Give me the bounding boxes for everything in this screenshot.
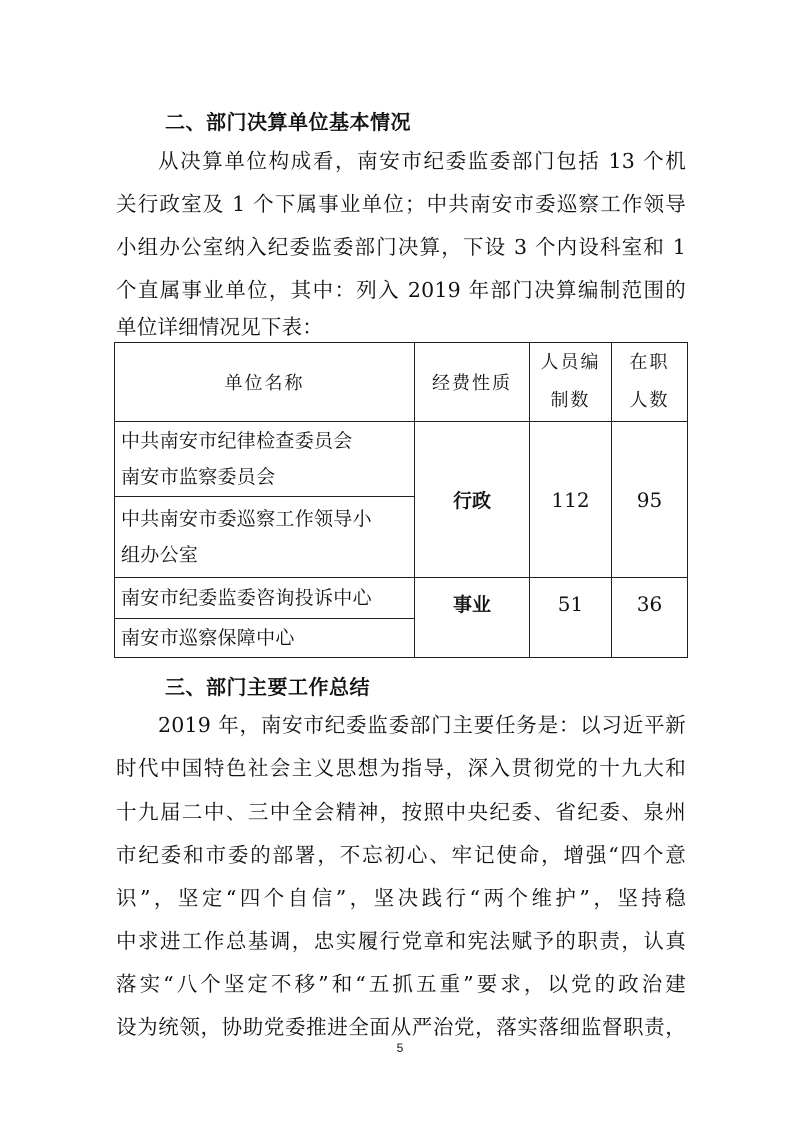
- section-heading-unit-info: 二、部门决算单位基本情况: [165, 110, 411, 134]
- paragraph-line: 识”，坚定“四个自信”，坚决践行“两个维护”，坚持稳: [116, 886, 686, 910]
- header-funding-type: 经费性质: [415, 343, 530, 422]
- staff-quota-cell: 112: [530, 422, 612, 578]
- in-service-cell: 95: [612, 422, 688, 578]
- funding-type-cell: 事业: [415, 578, 530, 658]
- paragraph-line: 十九届二中、三中全会精神，按照中央纪委、省纪委、泉州: [116, 800, 686, 824]
- paragraph-line: 小组办公室纳入纪委监委部门决算，下设 3 个内设科室和 1: [116, 235, 686, 259]
- paragraph-line: 关行政室及 1 个下属事业单位；中共南安市委巡察工作领导: [116, 192, 686, 216]
- table-row: [115, 422, 688, 497]
- header-unit-name: 单位名称: [115, 343, 415, 422]
- table-header-row: [115, 343, 688, 422]
- unit-name-line: 南安市监察委员会: [121, 466, 276, 488]
- header-in-service: [612, 343, 688, 422]
- unit-name-cell: [115, 578, 415, 619]
- unit-name-line: 南安市巡察保障中心: [121, 627, 295, 649]
- table-row: [115, 578, 688, 619]
- paragraph-line: 从决算单位构成看，南安市纪委监委部门包括 13 个机: [158, 149, 686, 173]
- unit-name-cell: [115, 422, 415, 497]
- unit-name-cell: [115, 497, 415, 578]
- in-service-cell: 36: [612, 578, 688, 658]
- paragraph-line: 个直属事业单位，其中：列入 2019 年部门决算编制范围的: [116, 278, 686, 302]
- section-heading-work-summary: 三、部门主要工作总结: [165, 675, 370, 699]
- unit-name-line: 组办公室: [121, 544, 199, 566]
- paragraph-line: 2019 年，南安市纪委监委部门主要任务是：以习近平新: [158, 713, 686, 737]
- paragraph-line: 市纪委和市委的部署，不忘初心、牢记使命，增强“四个意: [116, 843, 686, 867]
- unit-table: [114, 342, 688, 658]
- funding-type-cell: 行政: [415, 422, 530, 578]
- unit-name-line: 中共南安市委巡察工作领导小: [121, 508, 372, 530]
- header-in-service-line1: 在职: [629, 352, 670, 373]
- paragraph-line: 中求进工作总基调，忠实履行党章和宪法赋予的职责，认真: [116, 929, 686, 953]
- page-number: 5: [396, 1041, 404, 1055]
- unit-name-line: 南安市纪委监委咨询投诉中心: [121, 587, 372, 609]
- paragraph-line: 落实“八个坚定不移”和“五抓五重”要求，以党的政治建: [116, 972, 686, 996]
- unit-name-line: 中共南安市纪律检查委员会: [121, 430, 353, 452]
- paragraph-line: 时代中国特色社会主义思想为指导，深入贯彻党的十九大和: [116, 756, 686, 780]
- staff-quota-cell: 51: [530, 578, 612, 658]
- paragraph-line: 单位详细情况见下表：: [116, 315, 323, 339]
- header-in-service-line2: 人数: [629, 390, 670, 411]
- paragraph-line: 设为统领，协助党委推进全面从严治党，落实落细监督职责，: [116, 1015, 686, 1039]
- header-staff-quota-line1: 人员编: [540, 352, 601, 373]
- header-staff-quota: [530, 343, 612, 422]
- unit-name-cell: [115, 619, 415, 658]
- header-staff-quota-line2: 制数: [550, 390, 591, 411]
